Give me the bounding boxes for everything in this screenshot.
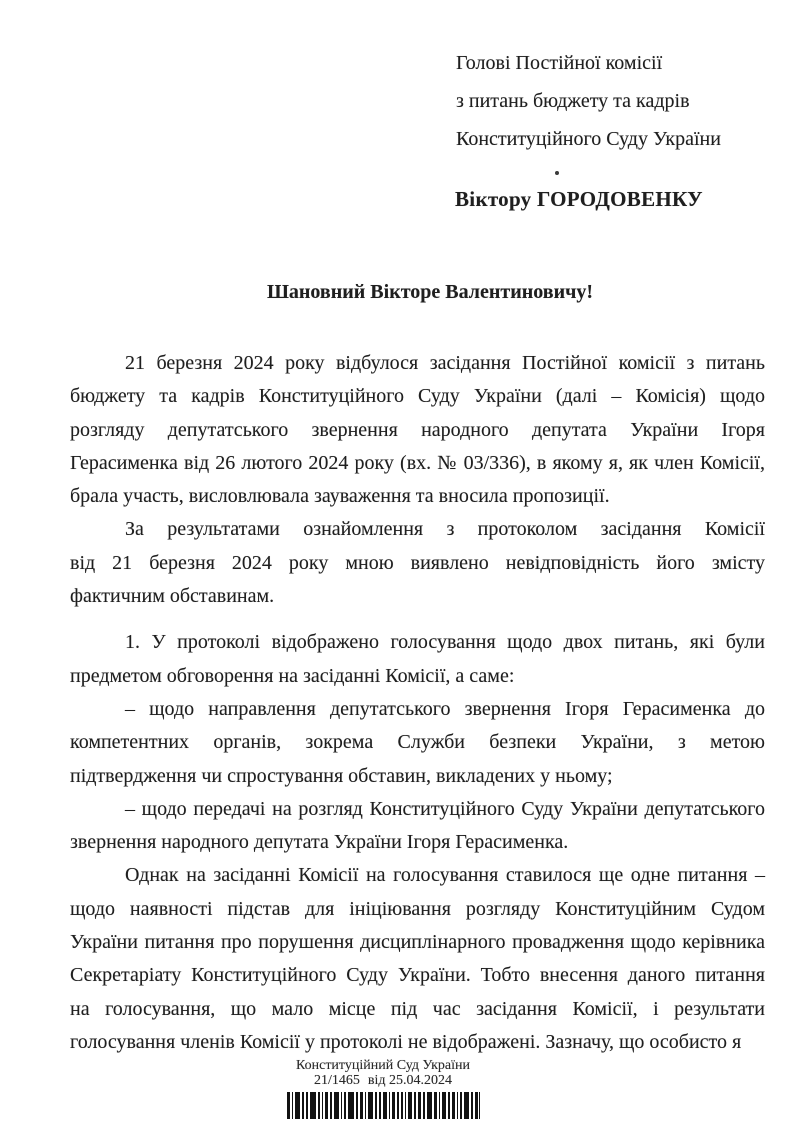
stamp-reg-line: [0, 1073, 766, 1088]
body-line: Однак на засіданні Комісії на голосування ставилося ще одне питання –: [125, 864, 765, 887]
scan-dot-artifact: [555, 171, 559, 175]
recipient-line: Голові Постійної комісії: [456, 52, 663, 74]
body-line: предметом обговорення на засіданні Комісії, а саме:: [70, 664, 515, 687]
body-line: фактичним обставинам.: [70, 585, 275, 608]
body-line: – щодо направлення депутатського звернення Ігоря Герасименка до: [125, 697, 765, 720]
body-line: 1. У протоколі відображено голосування щодо двох питань, які були: [125, 631, 765, 654]
body-line: підтвердження чи спростування обставин, викладених у ньому;: [70, 764, 613, 787]
bullet-item-2: [70, 793, 765, 860]
recipient-name: Віктору ГОРОДОВЕНКУ: [455, 187, 703, 211]
body-line: щодо наявності підстав для ініціювання розгляду Конституційним Судом: [70, 897, 765, 920]
recipient-line: Конституційного Суду України: [456, 128, 721, 150]
stamp-org-name: Конституційний Суд України: [295, 1058, 471, 1073]
body-line: компетентних органів, зокрема Служби безпеки України, з метою: [70, 731, 765, 754]
registration-stamp: [0, 1058, 766, 1119]
stamp-reg-date: від 25.04.2024: [367, 1073, 452, 1088]
salutation: Шановний Вікторе Валентиновичу!: [266, 281, 594, 303]
body-line: голосування членів Комісії у протоколі не відображені. Зазначу, що особисто я: [70, 1030, 742, 1053]
body-line: брала участь, висловлювала зауваження та вносила пропозиції.: [70, 485, 610, 508]
barcode-icon: [287, 1092, 480, 1119]
body-line: від 21 березня 2024 року мною виявлено невідповідність його змісту: [70, 551, 765, 574]
paragraph-session: [70, 347, 765, 513]
recipient-line: з питань бюджету та кадрів: [456, 90, 690, 112]
body-line: 21 березня 2024 року відбулося засідання Постійної комісії з питань: [125, 352, 765, 374]
bullet-item-1: [70, 693, 765, 793]
stamp-reg-number: 21/1465: [313, 1073, 360, 1088]
body-line: Герасименка від 26 лютого 2024 року (вх. № 03/336), в якому я, як член Комісії,: [70, 451, 765, 474]
body-line: Секретаріату Конституційного Суду України. Тобто внесення даного питання: [70, 964, 765, 987]
paragraph-item-1: [70, 626, 765, 693]
body-line: України питання про порушення дисциплінарного провадження щодо керівника: [70, 931, 765, 954]
body-line: – щодо передачі на розгляд Конституційного Суду України депутатського: [125, 797, 765, 820]
body-line: розгляду депутатського звернення народного депутата України Ігоря: [70, 418, 765, 441]
body-line: звернення народного депутата України Ігоря Герасименка.: [70, 831, 569, 854]
body-line: За результатами ознайомлення з протоколом засідання Комісії: [125, 518, 765, 541]
recipient-block: [456, 44, 721, 158]
letter-body: [70, 347, 765, 1059]
paragraph-additional-question: [70, 859, 765, 1059]
body-line: бюджету та кадрів Конституційного Суду України (далі – Комісія) щодо: [70, 385, 765, 408]
paragraph-protocol-review: [70, 513, 765, 613]
body-line: на голосування, що мало місце під час засідання Комісії, і результати: [70, 997, 765, 1020]
